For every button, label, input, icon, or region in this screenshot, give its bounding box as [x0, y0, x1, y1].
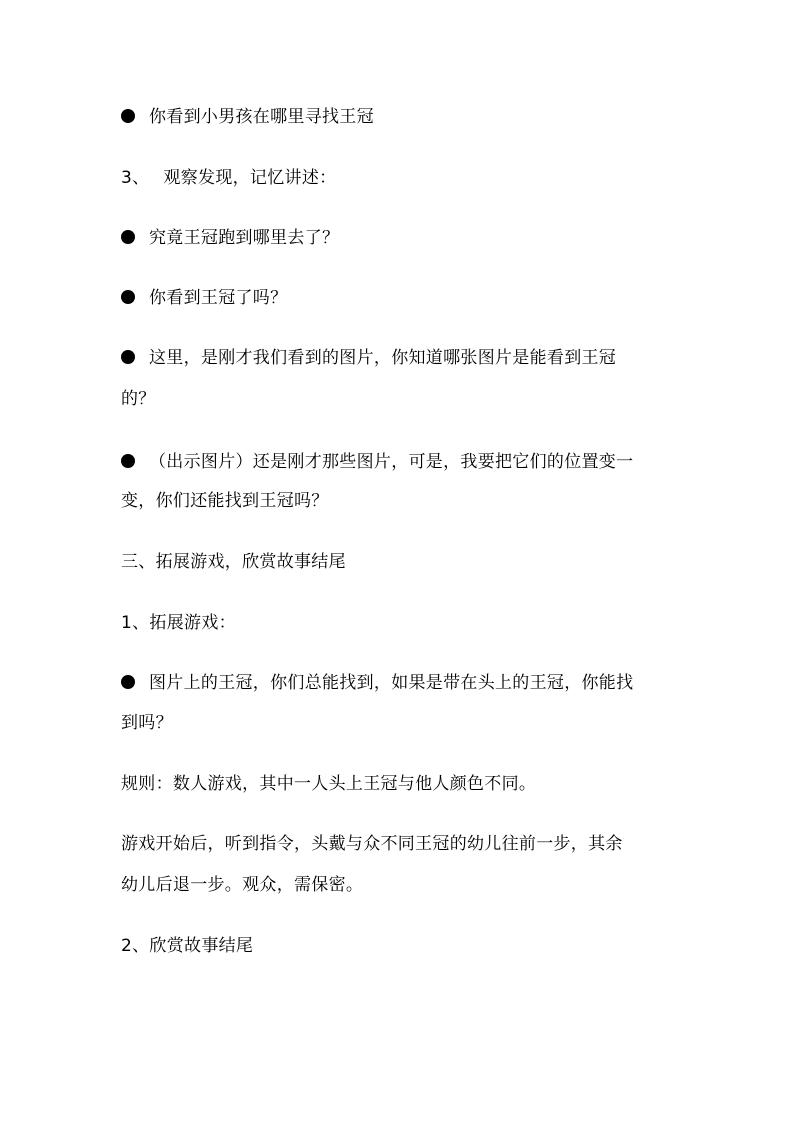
game-paragraph-continuation: 幼儿后退一步。观众，需保密。: [121, 875, 364, 895]
bullet-item-5-continuation: 变，你们还能找到王冠吗？: [121, 491, 329, 511]
bullet-dot: [121, 454, 135, 468]
bullet-text: 这里，是刚才我们看到的图片，你知道哪张图片是能看到王冠: [149, 348, 617, 368]
list-number: 3、: [121, 168, 150, 188]
bullet-text: 究竟王冠跑到哪里去了？: [149, 228, 340, 248]
subheading-3-1: 1、拓展游戏：: [121, 613, 236, 633]
bullet-item-2: [121, 228, 339, 248]
bullet-dot: [121, 230, 135, 244]
bullet-item-6-continuation: 到吗？: [121, 713, 173, 733]
bullet-item-4: [121, 348, 616, 368]
bullet-item-6: [121, 673, 633, 693]
rules-paragraph: 规则：数人游戏，其中一人头上王冠与他人颜色不同。: [121, 774, 537, 794]
subheading-3-2: 2、欣赏故事结尾: [121, 936, 254, 956]
bullet-dot: [121, 350, 135, 364]
bullet-item-3: [121, 288, 287, 308]
bullet-text: （出示图片）还是刚才那些图片，可是，我要把它们的位置变一: [149, 452, 634, 472]
bullet-dot: [121, 675, 135, 689]
bullet-item-5: [121, 452, 633, 472]
section-heading-3: 三、拓展游戏，欣赏故事结尾: [121, 552, 346, 572]
bullet-item-1: [121, 107, 374, 127]
bullet-dot: [121, 109, 135, 123]
bullet-item-4-continuation: 的？: [121, 389, 156, 409]
subheading-3: [121, 168, 336, 188]
bullet-dot: [121, 290, 135, 304]
bullet-text: 图片上的王冠，你们总能找到，如果是带在头上的王冠，你能找: [149, 673, 634, 693]
bullet-text: 你看到小男孩在哪里寻找王冠: [149, 107, 374, 127]
subheading-text: 观察发现，记忆讲述：: [163, 168, 337, 188]
game-paragraph: 游戏开始后，听到指令，头戴与众不同王冠的幼儿往前一步，其余: [121, 834, 623, 854]
bullet-text: 你看到王冠了吗？: [149, 288, 288, 308]
